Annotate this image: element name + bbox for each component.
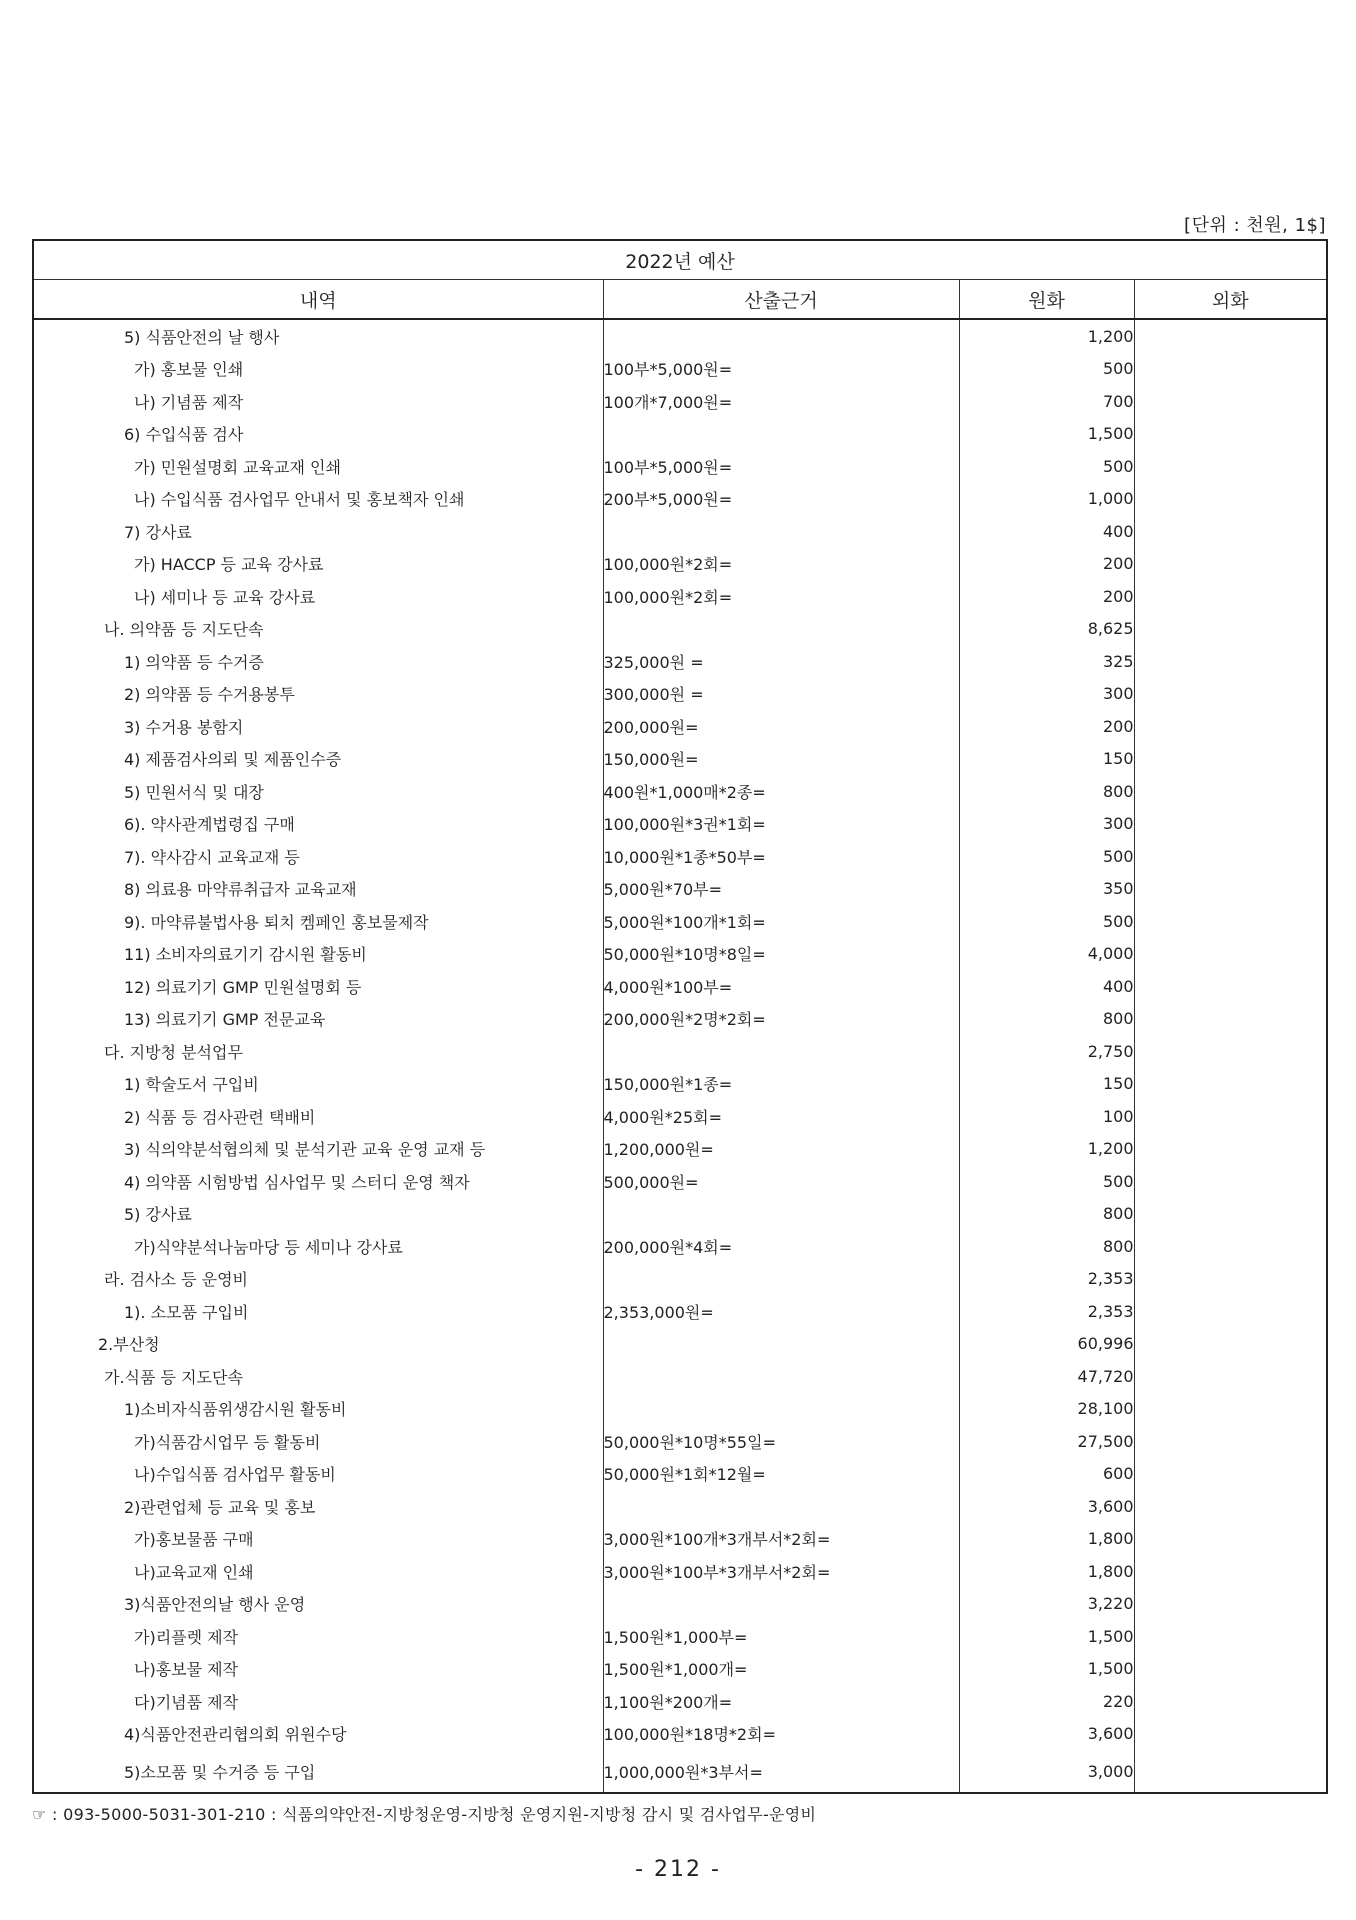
row-foreign xyxy=(1134,775,1327,808)
row-won: 3,000 xyxy=(959,1750,1134,1793)
row-basis xyxy=(603,1263,959,1296)
row-foreign xyxy=(1134,418,1327,451)
row-won: 1,500 xyxy=(959,418,1134,451)
row-foreign xyxy=(1134,1718,1327,1751)
table-row xyxy=(33,1555,1327,1588)
row-won: 150 xyxy=(959,1068,1134,1101)
row-basis: 50,000원*1회*12월= xyxy=(603,1458,959,1491)
row-foreign xyxy=(1134,1588,1327,1621)
row-won: 3,220 xyxy=(959,1588,1134,1621)
row-won: 200 xyxy=(959,548,1134,581)
row-foreign xyxy=(1134,1328,1327,1361)
row-basis: 300,000원 = xyxy=(603,678,959,711)
row-won: 1,200 xyxy=(959,319,1134,353)
row-basis: 5,000원*100개*1회= xyxy=(603,905,959,938)
row-item: 가) HACCP 등 교육 강사료 xyxy=(33,548,603,581)
row-foreign xyxy=(1134,1100,1327,1133)
header-item: 내역 xyxy=(33,280,603,320)
row-item: 나) 수입식품 검사업무 안내서 및 홍보책자 인쇄 xyxy=(33,483,603,516)
row-won: 500 xyxy=(959,905,1134,938)
table-row xyxy=(33,548,1327,581)
row-basis: 1,500원*1,000개= xyxy=(603,1653,959,1686)
table-row xyxy=(33,1458,1327,1491)
row-basis: 100부*5,000원= xyxy=(603,450,959,483)
table-row xyxy=(33,613,1327,646)
row-basis: 4,000원*100부= xyxy=(603,970,959,1003)
row-foreign xyxy=(1134,580,1327,613)
row-basis: 4,000원*25회= xyxy=(603,1100,959,1133)
row-won: 220 xyxy=(959,1685,1134,1718)
row-won: 700 xyxy=(959,385,1134,418)
table-row xyxy=(33,1588,1327,1621)
table-row xyxy=(33,905,1327,938)
row-foreign xyxy=(1134,1165,1327,1198)
row-item: 1) 의약품 등 수거증 xyxy=(33,645,603,678)
row-won: 600 xyxy=(959,1458,1134,1491)
row-basis: 50,000원*10명*8일= xyxy=(603,938,959,971)
row-item: 3) 수거용 봉함지 xyxy=(33,710,603,743)
table-row xyxy=(33,515,1327,548)
header-foreign: 외화 xyxy=(1134,280,1327,320)
row-basis: 50,000원*10명*55일= xyxy=(603,1425,959,1458)
row-item: 나. 의약품 등 지도단속 xyxy=(33,613,603,646)
row-foreign xyxy=(1134,1133,1327,1166)
row-won: 28,100 xyxy=(959,1393,1134,1426)
row-basis xyxy=(603,418,959,451)
row-won: 1,200 xyxy=(959,1133,1134,1166)
table-row xyxy=(33,1068,1327,1101)
row-basis: 100,000원*3권*1회= xyxy=(603,808,959,841)
row-foreign xyxy=(1134,1263,1327,1296)
row-won: 500 xyxy=(959,450,1134,483)
row-foreign xyxy=(1134,483,1327,516)
row-foreign xyxy=(1134,1068,1327,1101)
row-foreign xyxy=(1134,938,1327,971)
row-item: 12) 의료기기 GMP 민원설명회 등 xyxy=(33,970,603,1003)
row-item: 5) 민원서식 및 대장 xyxy=(33,775,603,808)
row-item: 3) 식의약분석협의체 및 분석기관 교육 운영 교재 등 xyxy=(33,1133,603,1166)
row-basis: 3,000원*100개*3개부서*2회= xyxy=(603,1523,959,1556)
table-row xyxy=(33,385,1327,418)
table-row xyxy=(33,1718,1327,1751)
row-foreign xyxy=(1134,710,1327,743)
table-row xyxy=(33,1230,1327,1263)
row-won: 150 xyxy=(959,743,1134,776)
row-won: 4,000 xyxy=(959,938,1134,971)
table-row xyxy=(33,1620,1327,1653)
row-won: 27,500 xyxy=(959,1425,1134,1458)
row-foreign xyxy=(1134,970,1327,1003)
row-won: 1,000 xyxy=(959,483,1134,516)
row-won: 200 xyxy=(959,710,1134,743)
row-basis: 1,000,000원*3부서= xyxy=(603,1750,959,1793)
row-won: 8,625 xyxy=(959,613,1134,646)
table-row xyxy=(33,938,1327,971)
row-won: 350 xyxy=(959,873,1134,906)
table-row xyxy=(33,645,1327,678)
row-basis xyxy=(603,319,959,353)
row-item: 4) 의약품 시험방법 심사업무 및 스터디 운영 책자 xyxy=(33,1165,603,1198)
row-item: 가)홍보물품 구매 xyxy=(33,1523,603,1556)
table-row xyxy=(33,1100,1327,1133)
row-foreign xyxy=(1134,613,1327,646)
row-foreign xyxy=(1134,450,1327,483)
table-row xyxy=(33,710,1327,743)
table-row xyxy=(33,775,1327,808)
table-row xyxy=(33,1263,1327,1296)
row-foreign xyxy=(1134,1490,1327,1523)
row-won: 800 xyxy=(959,1230,1134,1263)
row-won: 100 xyxy=(959,1100,1134,1133)
row-item: 다)기념품 제작 xyxy=(33,1685,603,1718)
row-basis: 400원*1,000매*2종= xyxy=(603,775,959,808)
row-basis: 200부*5,000원= xyxy=(603,483,959,516)
table-row xyxy=(33,580,1327,613)
row-won: 500 xyxy=(959,353,1134,386)
table-row xyxy=(33,970,1327,1003)
row-item: 가)식품감시업무 등 활동비 xyxy=(33,1425,603,1458)
table-row xyxy=(33,1328,1327,1361)
row-won: 1,500 xyxy=(959,1653,1134,1686)
row-basis: 325,000원 = xyxy=(603,645,959,678)
row-foreign xyxy=(1134,1198,1327,1231)
row-foreign xyxy=(1134,1685,1327,1718)
row-basis: 150,000원*1종= xyxy=(603,1068,959,1101)
row-item: 1)소비자식품위생감시원 활동비 xyxy=(33,1393,603,1426)
row-won: 1,800 xyxy=(959,1523,1134,1556)
row-won: 500 xyxy=(959,840,1134,873)
row-basis xyxy=(603,613,959,646)
row-foreign xyxy=(1134,1653,1327,1686)
row-foreign xyxy=(1134,743,1327,776)
table-row xyxy=(33,319,1327,353)
row-won: 1,800 xyxy=(959,1555,1134,1588)
row-basis: 200,000원= xyxy=(603,710,959,743)
row-item: 5) 강사료 xyxy=(33,1198,603,1231)
page-number: - 212 - xyxy=(635,1857,721,1882)
row-won: 3,600 xyxy=(959,1718,1134,1751)
row-basis xyxy=(603,1198,959,1231)
row-item: 1) 학술도서 구입비 xyxy=(33,1068,603,1101)
row-won: 400 xyxy=(959,970,1134,1003)
row-item: 7) 강사료 xyxy=(33,515,603,548)
row-item: 2) 식품 등 검사관련 택배비 xyxy=(33,1100,603,1133)
row-item: 6). 약사관계법령집 구매 xyxy=(33,808,603,841)
row-foreign xyxy=(1134,1360,1327,1393)
row-basis xyxy=(603,1360,959,1393)
row-item: 5)소모품 및 수거증 등 구입 xyxy=(33,1750,603,1793)
row-item: 나)교육교재 인쇄 xyxy=(33,1555,603,1588)
row-item: 나) 세미나 등 교육 강사료 xyxy=(33,580,603,613)
table-row xyxy=(33,678,1327,711)
row-won: 400 xyxy=(959,515,1134,548)
row-foreign xyxy=(1134,1555,1327,1588)
row-item: 다. 지방청 분석업무 xyxy=(33,1035,603,1068)
table-row xyxy=(33,1003,1327,1036)
table-row xyxy=(33,873,1327,906)
row-basis: 1,500원*1,000부= xyxy=(603,1620,959,1653)
row-basis: 100부*5,000원= xyxy=(603,353,959,386)
row-item: 가)식약분석나눔마당 등 세미나 강사료 xyxy=(33,1230,603,1263)
row-foreign xyxy=(1134,353,1327,386)
row-item: 2)관련업체 등 교육 및 홍보 xyxy=(33,1490,603,1523)
table-row xyxy=(33,808,1327,841)
row-won: 3,600 xyxy=(959,1490,1134,1523)
row-foreign xyxy=(1134,808,1327,841)
row-foreign xyxy=(1134,905,1327,938)
row-basis: 100,000원*2회= xyxy=(603,580,959,613)
row-foreign xyxy=(1134,319,1327,353)
row-basis: 3,000원*100부*3개부서*2회= xyxy=(603,1555,959,1588)
row-item: 11) 소비자의료기기 감시원 활동비 xyxy=(33,938,603,971)
row-basis: 10,000원*1종*50부= xyxy=(603,840,959,873)
row-won: 325 xyxy=(959,645,1134,678)
row-basis xyxy=(603,1035,959,1068)
row-foreign xyxy=(1134,873,1327,906)
table-body xyxy=(33,319,1327,1793)
row-basis: 150,000원= xyxy=(603,743,959,776)
row-item: 라. 검사소 등 운영비 xyxy=(33,1263,603,1296)
row-item: 3)식품안전의날 행사 운영 xyxy=(33,1588,603,1621)
table-title: 2022년 예산 xyxy=(33,240,1327,280)
row-foreign xyxy=(1134,1750,1327,1793)
row-item: 7). 약사감시 교육교재 등 xyxy=(33,840,603,873)
header-basis: 산출근거 xyxy=(603,280,959,320)
table-row xyxy=(33,1490,1327,1523)
row-won: 60,996 xyxy=(959,1328,1134,1361)
row-won: 47,720 xyxy=(959,1360,1134,1393)
table-row xyxy=(33,1198,1327,1231)
row-item: 나) 기념품 제작 xyxy=(33,385,603,418)
table-row xyxy=(33,1653,1327,1686)
row-basis xyxy=(603,1588,959,1621)
table-row xyxy=(33,1393,1327,1426)
row-item: 나)홍보물 제작 xyxy=(33,1653,603,1686)
row-basis: 1,200,000원= xyxy=(603,1133,959,1166)
row-item: 가)리플렛 제작 xyxy=(33,1620,603,1653)
row-item: 4)식품안전관리협의회 위원수당 xyxy=(33,1718,603,1751)
row-foreign xyxy=(1134,678,1327,711)
header-won: 원화 xyxy=(959,280,1134,320)
row-item: 4) 제품검사의뢰 및 제품인수증 xyxy=(33,743,603,776)
row-basis: 5,000원*70부= xyxy=(603,873,959,906)
row-basis: 100개*7,000원= xyxy=(603,385,959,418)
table-row xyxy=(33,1295,1327,1328)
row-won: 500 xyxy=(959,1165,1134,1198)
row-foreign xyxy=(1134,1425,1327,1458)
row-foreign xyxy=(1134,1393,1327,1426)
row-won: 200 xyxy=(959,580,1134,613)
row-won: 2,750 xyxy=(959,1035,1134,1068)
row-won: 800 xyxy=(959,1003,1134,1036)
row-item: 5) 식품안전의 날 행사 xyxy=(33,319,603,353)
table-row xyxy=(33,418,1327,451)
table-row xyxy=(33,1035,1327,1068)
row-foreign xyxy=(1134,1295,1327,1328)
row-foreign xyxy=(1134,1035,1327,1068)
row-won: 800 xyxy=(959,1198,1134,1231)
table-row xyxy=(33,743,1327,776)
row-won: 2,353 xyxy=(959,1263,1134,1296)
row-foreign xyxy=(1134,385,1327,418)
footnote: ☞ : 093-5000-5031-301-210 : 식품의약안전-지방청운영-지방청 운영지원-지방청 감시 및 검사업무-운영비 xyxy=(32,1805,817,1824)
row-item: 6) 수입식품 검사 xyxy=(33,418,603,451)
row-foreign xyxy=(1134,1003,1327,1036)
table-row xyxy=(33,1360,1327,1393)
table-row xyxy=(33,450,1327,483)
row-won: 800 xyxy=(959,775,1134,808)
row-item: 13) 의료기기 GMP 전문교육 xyxy=(33,1003,603,1036)
row-won: 1,500 xyxy=(959,1620,1134,1653)
row-basis: 500,000원= xyxy=(603,1165,959,1198)
table-row xyxy=(33,1523,1327,1556)
row-basis xyxy=(603,1393,959,1426)
table-row xyxy=(33,1133,1327,1166)
row-item: 가) 홍보물 인쇄 xyxy=(33,353,603,386)
row-foreign xyxy=(1134,515,1327,548)
table-row xyxy=(33,1165,1327,1198)
row-item: 가.식품 등 지도단속 xyxy=(33,1360,603,1393)
row-basis: 2,353,000원= xyxy=(603,1295,959,1328)
row-basis: 200,000원*4회= xyxy=(603,1230,959,1263)
row-basis: 100,000원*18명*2회= xyxy=(603,1718,959,1751)
row-item: 나)수입식품 검사업무 활동비 xyxy=(33,1458,603,1491)
row-item: 가) 민원설명회 교육교재 인쇄 xyxy=(33,450,603,483)
row-foreign xyxy=(1134,1230,1327,1263)
row-foreign xyxy=(1134,1620,1327,1653)
table-row xyxy=(33,1425,1327,1458)
row-basis xyxy=(603,1328,959,1361)
row-foreign xyxy=(1134,1523,1327,1556)
row-item: 2) 의약품 등 수거용봉투 xyxy=(33,678,603,711)
table-row xyxy=(33,840,1327,873)
unit-label: [단위 : 천원, 1$] xyxy=(1184,215,1326,236)
row-basis: 100,000원*2회= xyxy=(603,548,959,581)
row-won: 300 xyxy=(959,678,1134,711)
row-basis: 200,000원*2명*2회= xyxy=(603,1003,959,1036)
budget-table xyxy=(32,239,1328,1794)
row-foreign xyxy=(1134,548,1327,581)
table-row xyxy=(33,353,1327,386)
row-item: 9). 마약류불법사용 퇴치 켐페인 홍보물제작 xyxy=(33,905,603,938)
row-foreign xyxy=(1134,840,1327,873)
row-basis xyxy=(603,1490,959,1523)
table-row xyxy=(33,1685,1327,1718)
row-won: 2,353 xyxy=(959,1295,1134,1328)
row-basis: 1,100원*200개= xyxy=(603,1685,959,1718)
table-row xyxy=(33,483,1327,516)
row-foreign xyxy=(1134,1458,1327,1491)
row-basis xyxy=(603,515,959,548)
row-item: 2.부산청 xyxy=(33,1328,603,1361)
table-row xyxy=(33,1750,1327,1793)
row-item: 1). 소모품 구입비 xyxy=(33,1295,603,1328)
row-item: 8) 의료용 마약류취급자 교육교재 xyxy=(33,873,603,906)
row-won: 300 xyxy=(959,808,1134,841)
row-foreign xyxy=(1134,645,1327,678)
